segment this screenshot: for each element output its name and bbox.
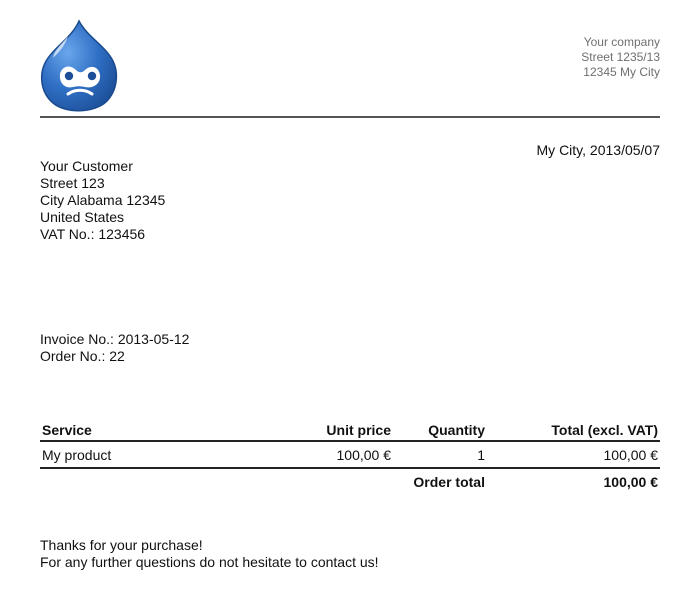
company-street: Street 1235/13 bbox=[581, 50, 660, 64]
order-total-row bbox=[40, 468, 660, 495]
table-row bbox=[40, 441, 660, 468]
invoice-references bbox=[40, 331, 189, 365]
customer-street: Street 123 bbox=[40, 175, 105, 191]
header-total: Total (excl. VAT) bbox=[487, 420, 660, 441]
company-city: 12345 My City bbox=[583, 65, 660, 79]
invoice-date: My City, 2013/05/07 bbox=[536, 142, 660, 158]
drupal-logo-icon bbox=[38, 18, 120, 112]
row-unit-price: 100,00 € bbox=[294, 441, 393, 468]
header-unit-price: Unit price bbox=[294, 420, 393, 441]
header-quantity: Quantity bbox=[393, 420, 487, 441]
customer-country: United States bbox=[40, 209, 125, 225]
line-items-table bbox=[40, 420, 660, 495]
order-number: Order No.: 22 bbox=[40, 348, 125, 364]
header-service: Service bbox=[40, 420, 294, 441]
company-address bbox=[581, 35, 660, 80]
row-total: 100,00 € bbox=[487, 441, 660, 468]
footer-spacer bbox=[294, 468, 393, 495]
order-total-value: 100,00 € bbox=[603, 474, 658, 490]
customer-vat: VAT No.: 123456 bbox=[40, 226, 146, 242]
company-name: Your company bbox=[583, 35, 660, 49]
customer-city: City Alabama 12345 bbox=[40, 192, 166, 208]
table-header-row bbox=[40, 420, 660, 441]
customer-address bbox=[40, 158, 165, 243]
order-total-label: Order total bbox=[413, 474, 485, 490]
closing-line-2: For any further questions do not hesitate to contact us! bbox=[40, 554, 379, 570]
footer-spacer bbox=[40, 468, 294, 495]
header-divider bbox=[40, 116, 660, 118]
row-service: My product bbox=[40, 441, 294, 468]
closing-message bbox=[40, 537, 379, 571]
closing-line-1: Thanks for your purchase! bbox=[40, 537, 203, 553]
row-quantity: 1 bbox=[393, 441, 487, 468]
customer-name: Your Customer bbox=[40, 158, 133, 174]
invoice-number: Invoice No.: 2013-05-12 bbox=[40, 331, 190, 347]
